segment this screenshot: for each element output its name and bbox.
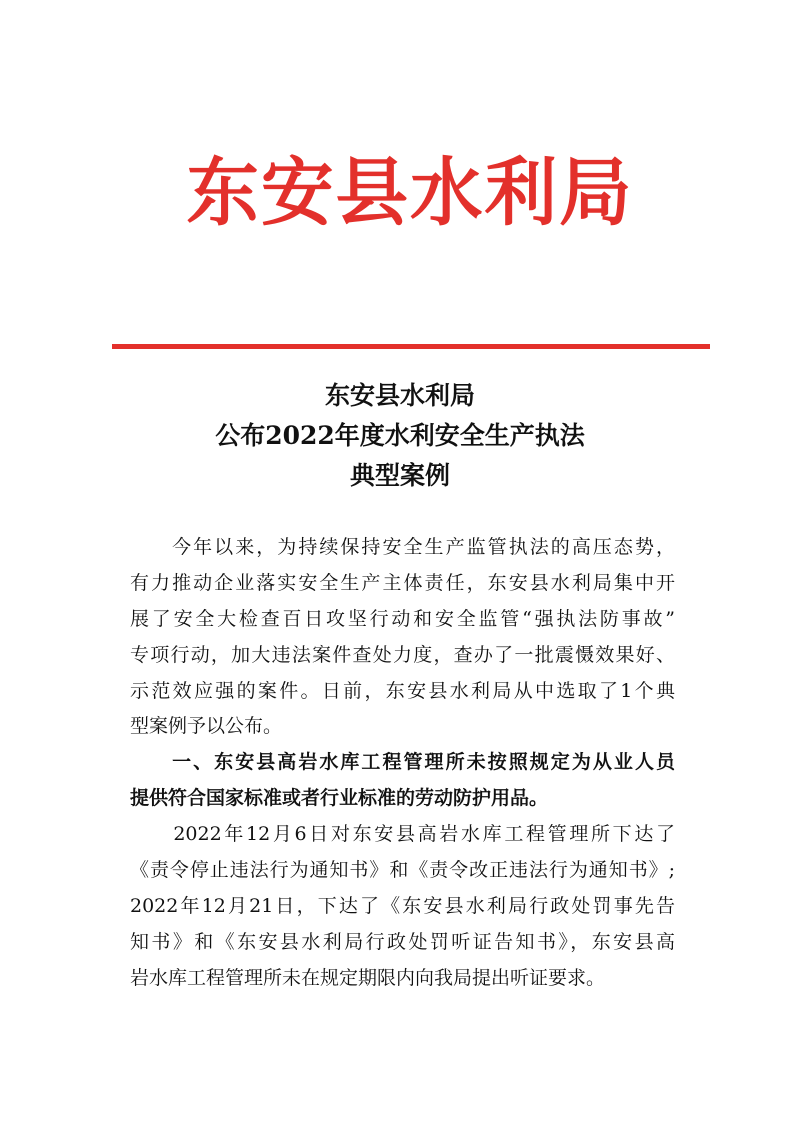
title-line: 东安县水利局 bbox=[324, 381, 475, 410]
body-line: 知书》和《东安县水利局行政处罚听证告知书》，东安县高 bbox=[130, 930, 675, 953]
title-line: 典型案例 bbox=[349, 461, 450, 490]
body-line: 型案例予以公布。 bbox=[130, 715, 283, 738]
body-line: 《责令停止违法行为通知书》和《责令改正违法行为通知书》; bbox=[130, 859, 675, 882]
section-heading-line: 提供符合国家标准或者行业标准的劳动防护用品。 bbox=[130, 787, 549, 810]
body-line: 2022年12月6日对东安县高岩水库工程管理所下达了 bbox=[130, 823, 675, 846]
body-line: 专项行动，加大违法案件查处力度，查办了一批震慑效果好、 bbox=[130, 643, 675, 666]
body-line: 示范效应强的案件。日前，东安县水利局从中选取了1个典 bbox=[130, 679, 675, 702]
document-title bbox=[140, 376, 660, 496]
body-line: 今年以来，为持续保持安全生产监管执法的高压态势， bbox=[130, 536, 675, 558]
title-line: 公布2022年度水利安全生产执法 bbox=[215, 421, 585, 450]
body-line: 有力推动企业落实安全生产主体责任，东安县水利局集中开 bbox=[130, 571, 675, 594]
letterhead-red-rule bbox=[112, 344, 710, 349]
section-heading-line: 一、东安县高岩水库工程管理所未按照规定为从业人员 bbox=[130, 751, 675, 774]
body-line: 2022年12月21日，下达了《东安县水利局行政处罚事先告 bbox=[130, 894, 675, 917]
body-line: 展了安全大检查百日攻坚行动和安全监管“强执法防事故” bbox=[130, 607, 675, 630]
letterhead-title: 东安县水利局 bbox=[186, 150, 634, 236]
body-line: 岩水库工程管理所未在规定期限内向我局提出听证要求。 bbox=[130, 966, 606, 989]
document-body bbox=[130, 530, 675, 997]
